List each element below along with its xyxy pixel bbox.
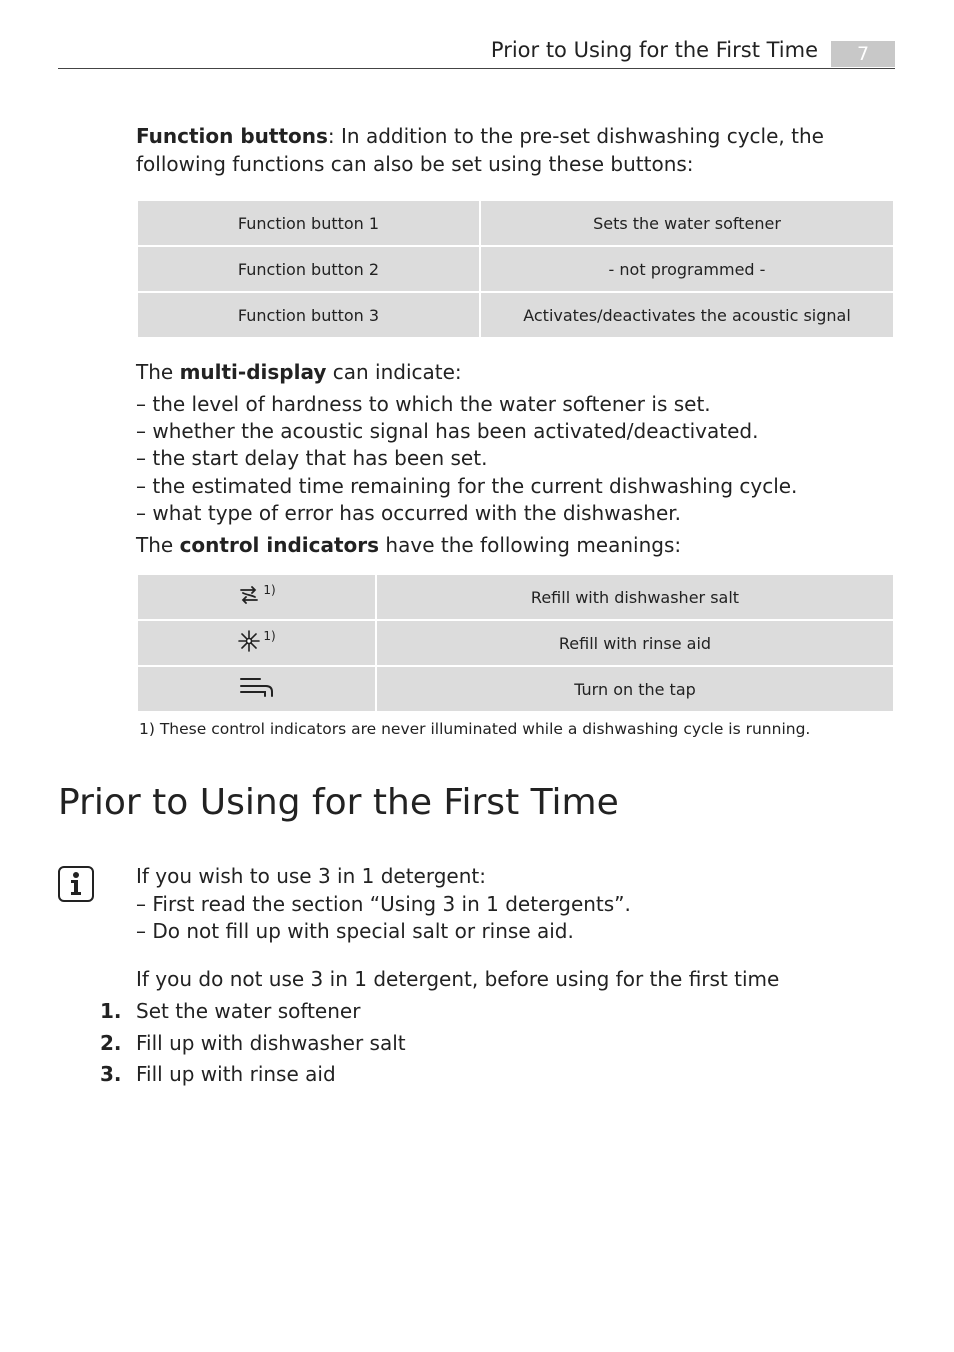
step-number: 3. — [100, 1062, 122, 1086]
indicator-footnote: 1) These control indicators are never illuminated while a dishwashing cycle is running. — [139, 720, 811, 738]
page-number: 7 — [831, 41, 895, 67]
control-indicators-suffix: have the following meanings: — [379, 533, 682, 557]
multi-display-prefix: The — [136, 360, 180, 384]
function-buttons-description: : In addition to the pre-set dishwashing cycle, the following functions can also be set using these buttons: — [136, 124, 824, 176]
function-button-name: Function button 2 — [138, 247, 479, 291]
indicator-symbol-cell — [138, 621, 375, 665]
multi-display-suffix: can indicate: — [326, 360, 462, 384]
header-divider — [58, 68, 895, 69]
function-buttons-table — [136, 199, 895, 339]
step-text: Fill up with rinse aid — [136, 1062, 336, 1086]
step-number: 1. — [100, 999, 122, 1023]
list-item: – what type of error has occurred with the dishwasher. — [136, 500, 681, 525]
info-line: If you wish to use 3 in 1 detergent: — [136, 864, 486, 888]
indicator-symbol-cell — [138, 575, 375, 619]
first-use-lead: If you do not use 3 in 1 detergent, before using for the first time — [136, 967, 780, 991]
function-button-description: Sets the water softener — [481, 201, 893, 245]
control-indicators-intro — [136, 531, 896, 559]
control-indicators-table — [136, 573, 895, 713]
function-button-name: Function button 3 — [138, 293, 479, 337]
list-item — [100, 1059, 406, 1091]
function-button-name: Function button 1 — [138, 201, 479, 245]
salt-indicator-icon — [237, 583, 261, 611]
list-item: – whether the acoustic signal has been activated/deactivated. — [136, 419, 759, 444]
running-header-title: Prior to Using for the First Time — [490, 38, 818, 62]
first-use-steps — [100, 996, 406, 1091]
indicator-footnote-ref: 1) — [263, 582, 276, 597]
indicator-meaning: Refill with dishwasher salt — [377, 575, 893, 619]
info-line: – First read the section “Using 3 in 1 detergents”. — [136, 891, 631, 916]
info-note — [136, 863, 631, 946]
info-line: – Do not fill up with special salt or rinse aid. — [136, 919, 574, 943]
indicator-meaning: Turn on the tap — [377, 667, 893, 711]
function-buttons-intro — [136, 122, 896, 178]
list-item: – the start delay that has been set. — [136, 446, 488, 471]
info-icon — [58, 866, 92, 900]
table-row — [138, 621, 893, 665]
control-indicators-term: control indicators — [179, 533, 380, 557]
indicator-footnote-ref: 1) — [263, 628, 276, 643]
table-row — [138, 247, 893, 291]
table-row — [138, 575, 893, 619]
list-item — [100, 1028, 406, 1060]
section-heading: Prior to Using for the First Time — [58, 782, 619, 823]
list-item: – the estimated time remaining for the current dishwashing cycle. — [136, 473, 798, 498]
step-text: Fill up with dishwasher salt — [136, 1030, 406, 1055]
tap-indicator-icon — [238, 674, 276, 704]
table-row — [138, 201, 893, 245]
function-buttons-term: Function buttons — [136, 124, 328, 148]
multi-display-term: multi-display — [179, 360, 327, 384]
indicator-symbol-cell — [138, 667, 375, 711]
rinse-aid-indicator-icon — [237, 629, 261, 657]
control-indicators-prefix: The — [136, 533, 180, 557]
step-text: Set the water softener — [136, 999, 361, 1023]
list-item — [100, 996, 406, 1028]
function-button-description: Activates/deactivates the acoustic signal — [481, 293, 893, 337]
table-row — [138, 667, 893, 711]
multi-display-intro — [136, 358, 896, 386]
step-number: 2. — [100, 1030, 122, 1055]
multi-display-list — [136, 391, 896, 527]
indicator-meaning: Refill with rinse aid — [377, 621, 893, 665]
table-row — [138, 293, 893, 337]
function-button-description: - not programmed - — [481, 247, 893, 291]
list-item: – the level of hardness to which the water softener is set. — [136, 392, 711, 416]
